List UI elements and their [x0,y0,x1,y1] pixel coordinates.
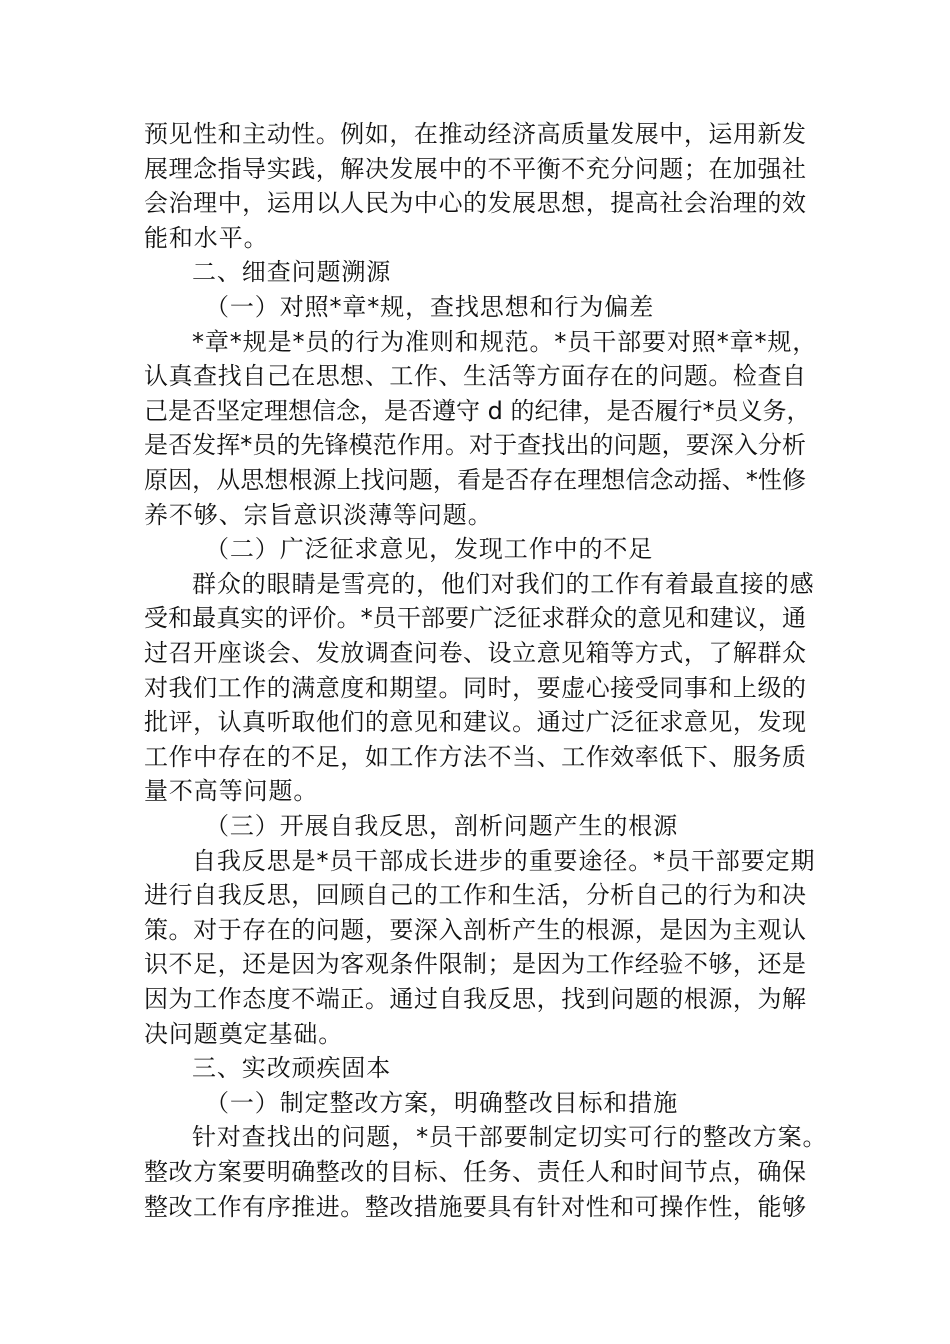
body-line: 量不高等问题。 [144,777,319,806]
body-line: 决问题奠定基础。 [144,1019,344,1048]
paragraph-first-line: 群众的眼睛是雪亮的，他们对我们的工作有着最直接的感 [192,569,815,598]
body-line: 对我们工作的满意度和期望。同时，要虚心接受同事和上级的 [144,673,806,702]
body-line: 是否发挥*员的先锋模范作用。对于查找出的问题，要深入分析 [144,431,806,460]
body-line: 过召开座谈会、发放调查问卷、设立意见箱等方式，了解群众 [144,639,806,667]
subsection-heading: （三）开展自我反思，剖析问题产生的根源 [205,812,679,840]
paragraph-first-line: *章*规是*员的行为准则和规范。*员干部要对照*章*规， [192,327,818,356]
body-line: 因为工作态度不端正。通过自我反思，找到问题的根源，为解 [144,985,806,1013]
subsection-heading: （二）广泛征求意见，发现工作中的不足 [205,535,654,564]
section-heading: 二、细查问题溯源 [192,258,392,287]
section-heading: 三、实改顽疾固本 [192,1054,392,1083]
body-line: 原因，从思想根源上找问题，看是否存在理想信念动摇、*性修 [144,466,806,494]
body-line: 受和最真实的评价。*员干部要广泛征求群众的意见和建议，通 [144,604,806,633]
body-line: 认真查找自己在思想、工作、生活等方面存在的问题。检查自 [144,362,806,391]
paragraph-first-line: 针对查找出的问题，*员干部要制定切实可行的整改方案。 [192,1123,828,1152]
body-line: 会治理中，运用以人民为中心的发展思想，提高社会治理的效 [144,189,806,218]
body-line: 己是否坚定理想信念，是否遵守 d 的纪律，是否履行*员义务， [144,396,811,425]
subsection-heading: （一）制定整改方案，明确整改目标和措施 [205,1088,679,1117]
body-line: 展理念指导实践，解决发展中的不平衡不充分问题；在加强社 [144,154,806,183]
body-line: 策。对于存在的问题，要深入剖析产生的根源，是因为主观认 [144,915,806,944]
subsection-heading: （一）对照*章*规，查找思想和行为偏差 [205,293,655,321]
body-line: 工作中存在的不足，如工作方法不当、工作效率低下、服务质 [144,742,806,771]
body-line: 养不够、宗旨意识淡薄等问题。 [144,500,493,529]
body-line: 整改工作有序推进。整改措施要具有针对性和可操作性，能够 [144,1192,806,1221]
body-line: 整改方案要明确整改的目标、任务、责任人和时间节点，确保 [144,1158,806,1186]
body-line: 进行自我反思，回顾自己的工作和生活，分析自己的行为和决 [144,881,806,910]
paragraph-first-line: 自我反思是*员干部成长进步的重要途径。*员干部要定期 [192,846,816,875]
body-line: 批评，认真听取他们的意见和建议。通过广泛征求意见，发现 [144,708,806,737]
body-line: 识不足，还是因为客观条件限制；是因为工作经验不够，还是 [144,950,806,979]
body-line: 能和水平。 [144,223,269,252]
body-line: 预见性和主动性。例如，在推动经济高质量发展中，运用新发 [144,120,806,148]
